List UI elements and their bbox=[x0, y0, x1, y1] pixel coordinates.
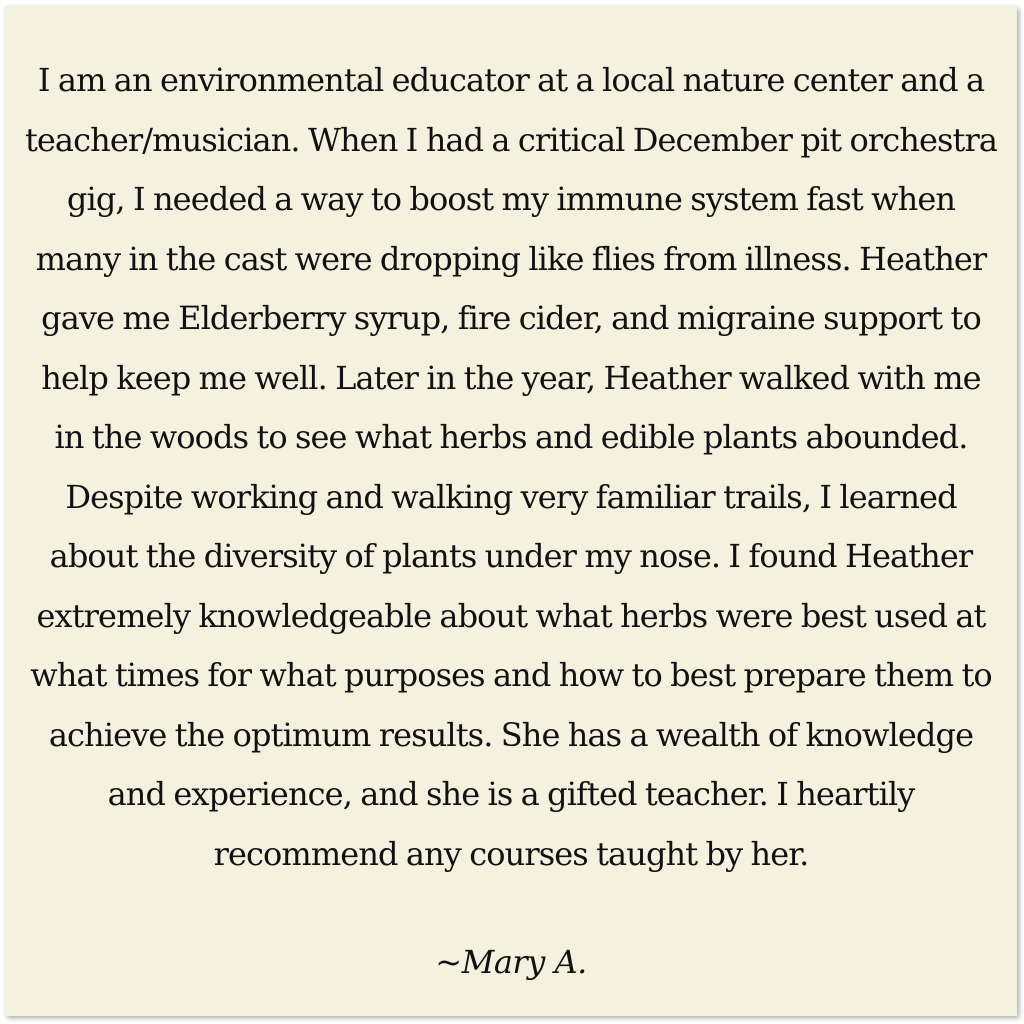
testimonial-card bbox=[5, 6, 1017, 1016]
testimonial-author: ~Mary A. bbox=[435, 943, 587, 981]
testimonial-text: I am an environmental educator at a local nature center and a teacher/musician. When I had a critical December pit orchestra gig, I needed a way to boost my immune system fast when many in the cast were dropping like flies from illness. Heather gave me Elderberry syrup, fire cider, and migraine support to help keep me well. Later in the year, Heather walked with me in the woods to see what herbs and edible plants abounded. Despite working and walking very familiar trails, I learned about the diversity of plants under my nose. I found Heather extremely knowledgeable about what herbs were best used at what times for what purposes and how to best prepare them to achieve the optimum results. She has a wealth of knowledge and experience, and she is a gifted teacher. I heartily recommend any courses taught by her. bbox=[24, 61, 998, 873]
